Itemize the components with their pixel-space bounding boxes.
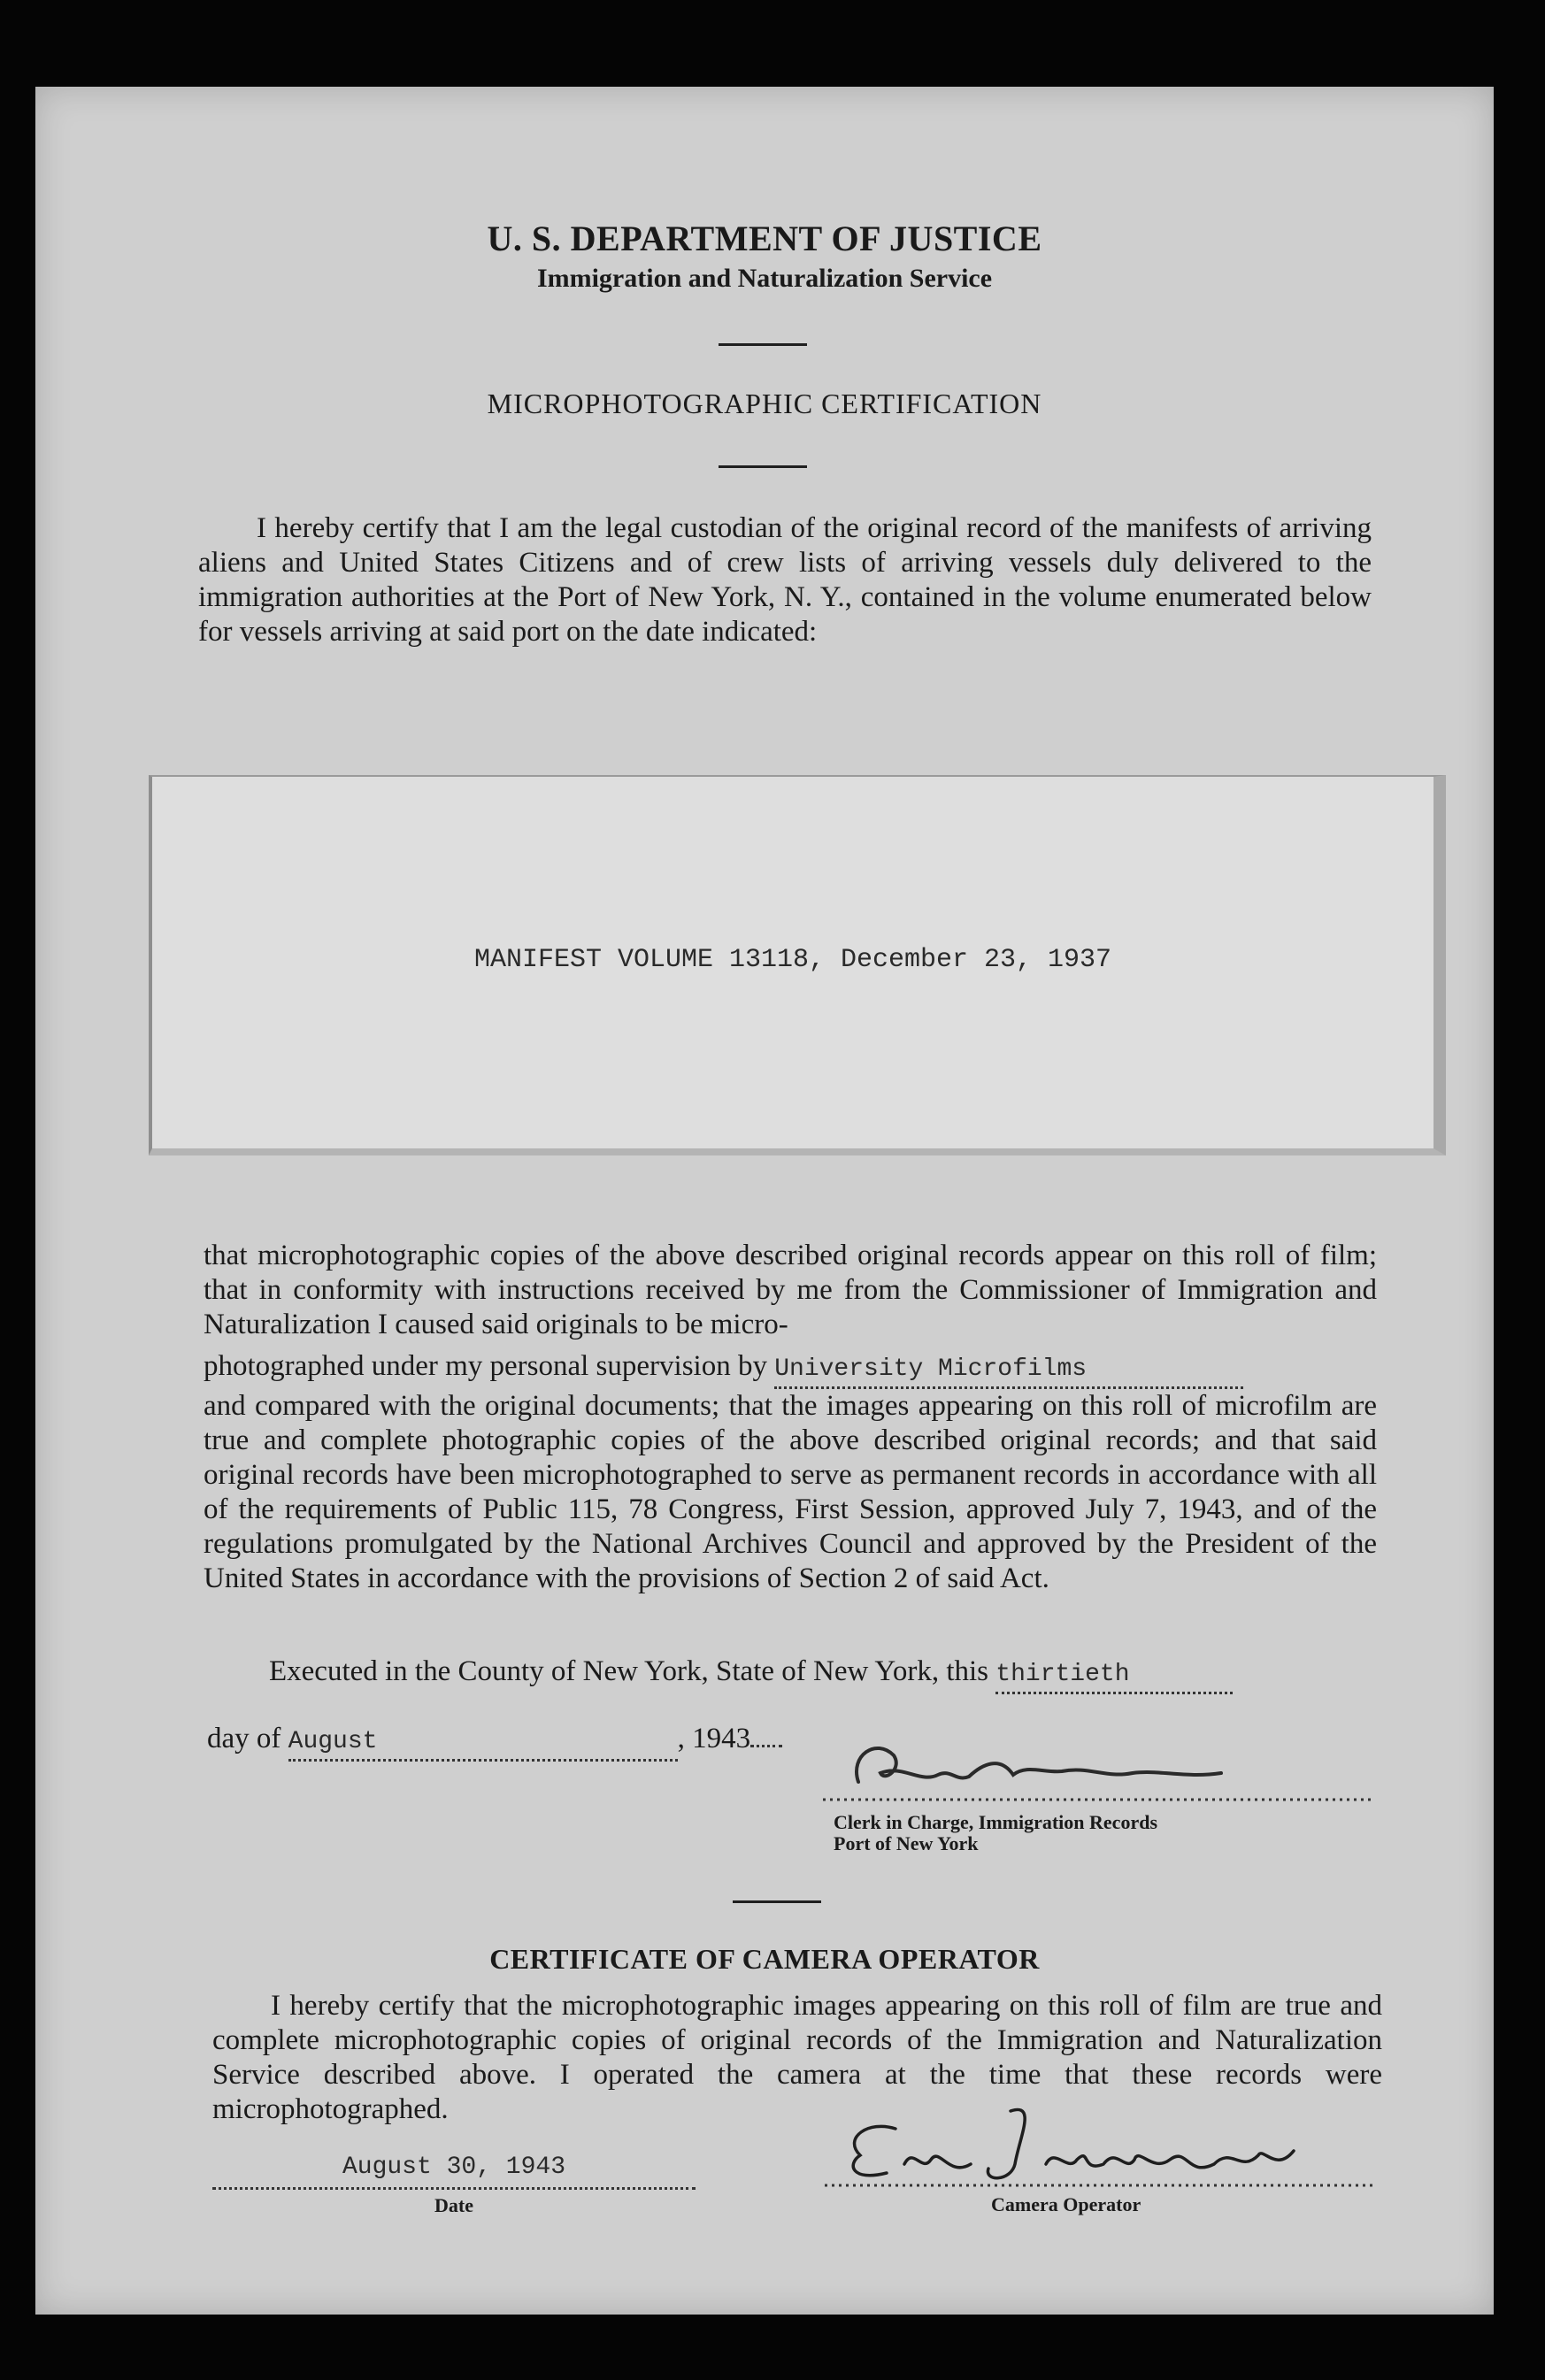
photographer-value: University Microfilms xyxy=(774,1355,1088,1383)
certificate-sheet xyxy=(35,87,1494,2315)
month-field xyxy=(288,1722,678,1762)
department-title: U. S. DEPARTMENT OF JUSTICE xyxy=(487,219,1042,258)
month-value: August xyxy=(288,1728,378,1755)
photographed-line xyxy=(204,1349,1377,1389)
certification-body xyxy=(204,1239,1377,1596)
divider-rule xyxy=(733,1900,821,1903)
day-value: thirtieth xyxy=(995,1661,1130,1688)
clerk-title xyxy=(834,1812,1157,1854)
operator-label: Camera Operator xyxy=(991,2193,1141,2215)
date-label: Date xyxy=(434,2194,473,2216)
divider-rule xyxy=(719,343,807,346)
volume-card xyxy=(149,775,1446,1155)
day-field xyxy=(995,1654,1233,1694)
photographer-field xyxy=(774,1349,1243,1389)
operator-section-title: CERTIFICATE OF CAMERA OPERATOR xyxy=(489,1943,1040,1975)
operator-signature-drawing xyxy=(798,2093,1382,2191)
year-dots xyxy=(750,1745,782,1747)
photographed-prefix: photographed under my personal supervision by xyxy=(204,1350,767,1382)
clerk-signature xyxy=(796,1720,1380,1805)
operator-paragraph: I hereby certify that the microphotographic images appearing on this roll of film are true and complete microphotographic copies of original records of the Immigration and Naturalization Service described above. I operated the camera at the time that these records were microphotographed. xyxy=(212,1990,1382,2125)
certification-title: MICROPHOTOGRAPHIC CERTIFICATION xyxy=(487,388,1042,419)
executed-prefix: Executed in the County of New York, State of New York, this xyxy=(269,1655,989,1687)
date-value: August 30, 1943 xyxy=(342,2154,566,2181)
operator-date-field xyxy=(212,2154,696,2216)
day-of-label: day of xyxy=(207,1723,281,1754)
clerk-title-line1: Clerk in Charge, Immigration Records xyxy=(834,1811,1158,1833)
body-rest: and compared with the original documents; that the images appearing on this roll of microfilm are true and complete photographic copies of the above described original records; and that said original records have been microphotographed to serve as permanent records in accordance with all of the requirements of Public 115, 78 Congress, First Session, approved July 7, 1943, and of the regulations promulgated by the National Archives Council and approved by the President of the United States in accordance with the provisions of Section 2 of said Act. xyxy=(204,1390,1377,1594)
clerk-signature-drawing xyxy=(796,1720,1380,1805)
body-first-lines: that microphotographic copies of the above described original records appear on this roll of film; that in conformity with instructions received by me from the Commissioner of Immigration and Naturalization I caused said originals to be micro- xyxy=(204,1240,1377,1340)
service-subtitle: Immigration and Naturalization Service xyxy=(536,264,993,293)
operator-signature xyxy=(798,2093,1382,2191)
clerk-title-line2: Port of New York xyxy=(834,1832,979,1854)
date-dots xyxy=(212,2154,696,2190)
volume-text: MANIFEST VOLUME 13118, December 23, 1937 xyxy=(473,945,1112,975)
intro-paragraph: I hereby certify that I am the legal custodian of the original record of the manifests of arriving aliens and United States Citizens and of crew lists of arriving vessels duly delivered to the immigration authorities at the Port of New York, N. Y., contained in the volume enumerated below for vessels arriving at said port on the date indicated: xyxy=(198,512,1372,648)
year-value: , 1943 xyxy=(677,1723,751,1754)
executed-line xyxy=(269,1654,1380,1694)
divider-rule xyxy=(719,465,807,468)
